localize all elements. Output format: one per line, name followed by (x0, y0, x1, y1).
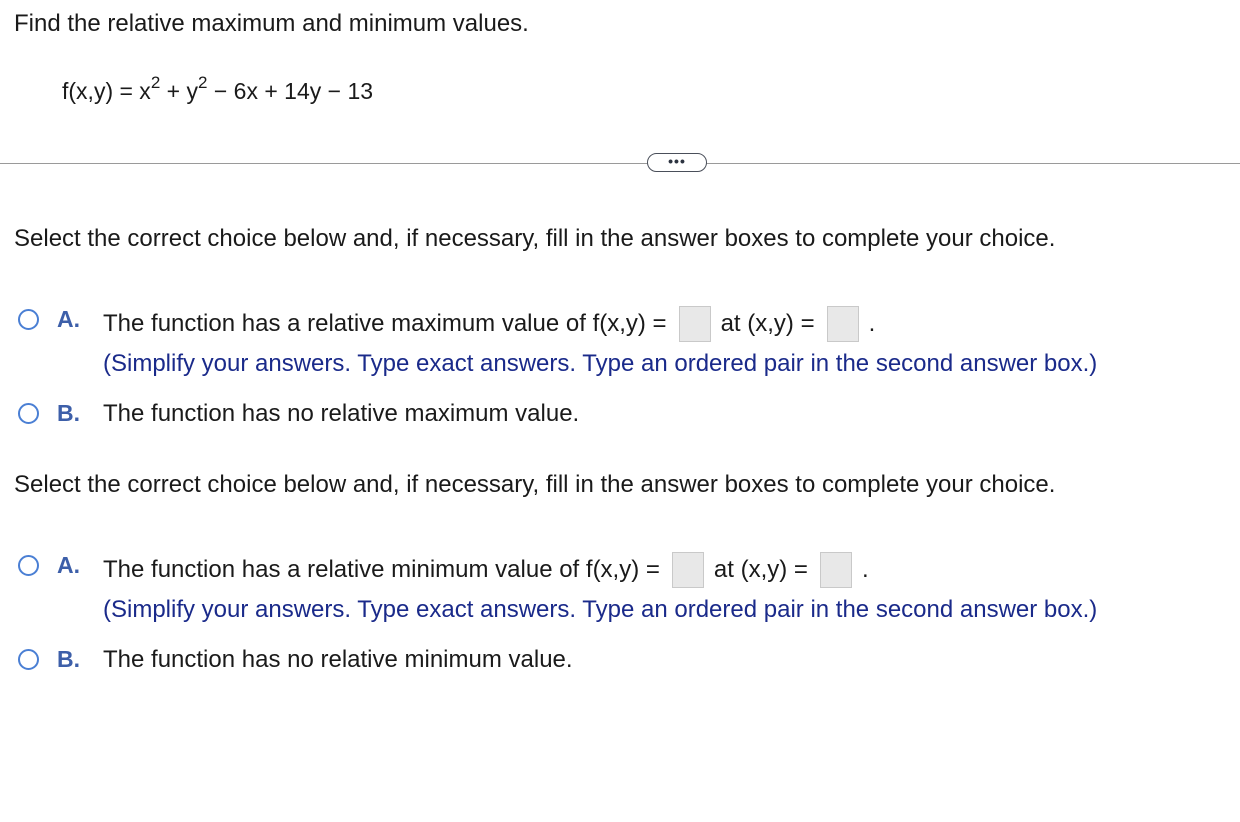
min-choice-a-radio[interactable] (18, 555, 39, 576)
formula-lhs: f(x,y) = x (62, 78, 151, 104)
min-choice-a-line (103, 552, 1097, 588)
max-choice-a-text-middle: at (x,y) = (720, 310, 815, 337)
max-choice-a-hint: (Simplify your answers. Type exact answers. Type an ordered pair in the second answer box.) (103, 350, 1098, 377)
min-choice-b-letter: B. (57, 646, 80, 672)
function-formula (62, 73, 374, 105)
max-choice-a-body (103, 306, 1097, 378)
max-choice-a-radio[interactable] (18, 309, 39, 330)
max-choice-b[interactable] (18, 400, 579, 428)
question-prompt: Find the relative maximum and minimum values. (14, 10, 529, 37)
min-choice-a-letter: A. (57, 552, 80, 578)
min-choice-a-body (103, 552, 1097, 624)
min-point-answer-box[interactable] (820, 552, 852, 588)
min-choice-a[interactable] (18, 552, 1097, 624)
formula-exponent-y: 2 (198, 73, 208, 93)
max-instruction: Select the correct choice below and, if necessary, fill in the answer boxes to complete your choice. (14, 225, 1056, 252)
section-divider (0, 163, 1240, 164)
min-instruction: Select the correct choice below and, if necessary, fill in the answer boxes to complete your choice. (14, 471, 1056, 498)
show-more-button[interactable] (647, 153, 707, 172)
min-choice-b[interactable] (18, 646, 573, 674)
formula-rest: − 6x + 14y − 13 (207, 78, 374, 104)
min-choice-a-hint: (Simplify your answers. Type exact answers. Type an ordered pair in the second answer box.) (103, 596, 1098, 623)
formula-exponent-x: 2 (150, 73, 161, 93)
min-choice-b-text: The function has no relative minimum value. (103, 646, 573, 673)
min-choice-a-text-before: The function has a relative minimum value of f(x,y) = (103, 556, 660, 583)
max-choice-a[interactable] (18, 306, 1097, 378)
min-choice-a-text-end: . (861, 556, 869, 583)
min-value-answer-box[interactable] (672, 552, 704, 588)
min-choice-a-text-middle: at (x,y) = (713, 556, 808, 583)
formula-mid: + y (160, 78, 198, 104)
max-choice-a-text-end: . (868, 310, 876, 337)
ellipsis-icon: ••• (668, 152, 686, 169)
max-choice-a-text-before: The function has a relative maximum value of f(x,y) = (103, 310, 667, 337)
max-choice-b-letter: B. (57, 400, 80, 426)
max-choice-a-line (103, 306, 1097, 342)
max-choice-b-text: The function has no relative maximum value. (103, 400, 580, 427)
max-choice-a-letter: A. (57, 306, 80, 332)
min-choice-b-radio[interactable] (18, 649, 39, 670)
max-choice-b-radio[interactable] (18, 403, 39, 424)
max-point-answer-box[interactable] (827, 306, 859, 342)
max-value-answer-box[interactable] (679, 306, 711, 342)
